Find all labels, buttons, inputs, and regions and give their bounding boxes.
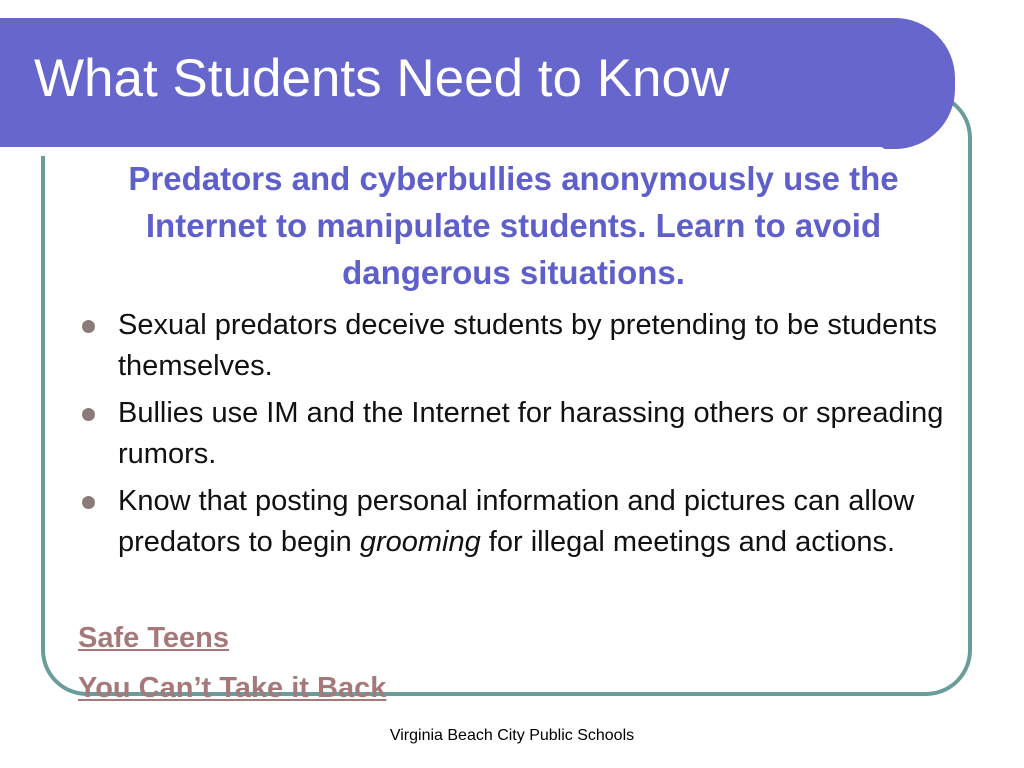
- lead-statement: Predators and cyberbullies anonymously use the Internet to manipulate students. Learn to avoid dangerous situations.: [128, 160, 899, 291]
- bullet-item: [77, 393, 957, 475]
- bullet-text: Sexual predators deceive students by pretending to be students themselves.: [118, 309, 937, 382]
- bullet-dot-icon: [82, 408, 95, 421]
- bullet-item: [77, 305, 957, 387]
- bullet-dot-icon: [82, 496, 95, 509]
- bullet-list: [77, 305, 957, 569]
- footer: [0, 725, 1024, 747]
- bullet-emphasis: grooming: [359, 526, 481, 558]
- bullet-text-before: Know that posting personal information and pictures can allow predators to begin: [118, 485, 915, 558]
- bullet-text: Bullies use IM and the Internet for harassing others or spreading rumors.: [118, 397, 944, 470]
- cant-take-it-back-link[interactable]: You Can’t Take it Back: [78, 672, 387, 704]
- bullet-dot-icon: [82, 320, 95, 333]
- bullet-item: [77, 481, 957, 563]
- footer-text: Virginia Beach City Public Schools: [389, 727, 635, 744]
- safe-teens-link[interactable]: Safe Teens: [78, 622, 229, 654]
- bullet-text-after: for illegal meetings and actions.: [480, 526, 896, 558]
- links-area: [78, 613, 386, 713]
- slide-title: What Students Need to Know: [34, 49, 730, 108]
